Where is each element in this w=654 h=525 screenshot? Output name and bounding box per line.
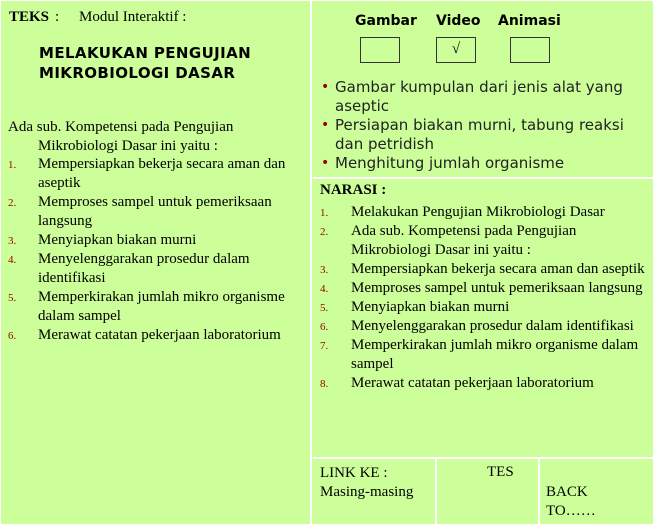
modul-label: Modul Interaktif :: [79, 9, 187, 25]
narasi-title: NARASI :: [320, 182, 387, 198]
list-item: 4. Memproses sampel untuk pemeriksaan langsung: [320, 280, 643, 296]
list-item: 2. Memproses sampel untuk pemeriksaan langsung: [8, 194, 272, 229]
gambar-checkbox[interactable]: [360, 37, 400, 63]
list-item: 2. Ada sub. Kompetensi pada Pengujian Mikrobiologi Dasar ini yaitu :: [320, 223, 577, 258]
list-item: 1. Mempersiapkan bekerja secara aman dan aseptik: [8, 156, 286, 191]
list-item: 4. Menyelenggarakan prosedur dalam identifikasi: [8, 251, 250, 286]
page-title: [39, 43, 251, 83]
bullet-icon: •: [321, 79, 330, 95]
footer-divider: [538, 457, 540, 524]
list-item: 5. Menyiapkan biakan murni: [320, 299, 510, 315]
footer-divider: [313, 457, 653, 459]
intro-line: Mikrobiologi Dasar ini yaitu :: [38, 138, 218, 154]
list-item: 7. Memperkirakan jumlah mikro organisme dalam sampel: [320, 337, 639, 372]
teks-panel: [1, 1, 309, 524]
animasi-checkbox[interactable]: [510, 37, 550, 63]
link-ke-value: Masing-masing: [320, 484, 414, 500]
back-label: BACK: [546, 484, 588, 500]
teks-colon: :: [55, 9, 60, 25]
title-line: MELAKUKAN PENGUJIAN: [39, 44, 252, 62]
video-checkbox[interactable]: √: [436, 37, 476, 63]
title-line: MIKROBIOLOGI DASAR: [39, 64, 236, 82]
list-item: • Gambar kumpulan dari jenis alat yang aseptic: [321, 78, 623, 115]
list-item: 3. Menyiapkan biakan murni: [8, 232, 197, 248]
competency-list: [8, 155, 306, 345]
bullet-icon: •: [321, 155, 330, 171]
teks-label: TEKS: [9, 9, 50, 25]
media-description-list: [317, 78, 653, 173]
list-item: 8. Merawat catatan pekerjaan laboratorium: [320, 375, 594, 391]
to-label: TO……: [546, 503, 596, 519]
list-item: 6. Merawat catatan pekerjaan laboratorium: [8, 327, 281, 343]
list-item: 1. Melakukan Pengujian Mikrobiologi Dasar: [320, 204, 605, 220]
list-item: 5. Memperkirakan jumlah mikro organisme dalam sampel: [8, 289, 285, 324]
list-item: • Persiapan biakan murni, tabung reaksi dan petridish: [321, 116, 624, 153]
list-item: • Menghitung jumlah organisme: [321, 154, 565, 172]
animasi-label: Animasi: [498, 13, 561, 29]
gambar-label: Gambar: [355, 13, 417, 29]
list-item: 6. Menyelenggarakan prosedur dalam identifikasi: [320, 318, 634, 334]
video-label: Video: [436, 13, 481, 29]
intro-line: Ada sub. Kompetensi pada Pengujian: [8, 119, 234, 135]
section-divider: [313, 177, 653, 179]
column-divider: [310, 1, 312, 524]
footer-divider: [435, 457, 437, 524]
list-item: 3. Mempersiapkan bekerja secara aman dan aseptik: [320, 261, 645, 277]
narasi-list: [320, 203, 650, 393]
bullet-icon: •: [321, 117, 330, 133]
link-ke-label: LINK KE :: [320, 465, 388, 481]
link-ke-cell[interactable]: [320, 464, 413, 502]
back-to-link[interactable]: [546, 483, 596, 521]
media-panel: [313, 1, 653, 524]
intro-text: [8, 118, 304, 156]
tes-link[interactable]: TES: [487, 464, 514, 480]
